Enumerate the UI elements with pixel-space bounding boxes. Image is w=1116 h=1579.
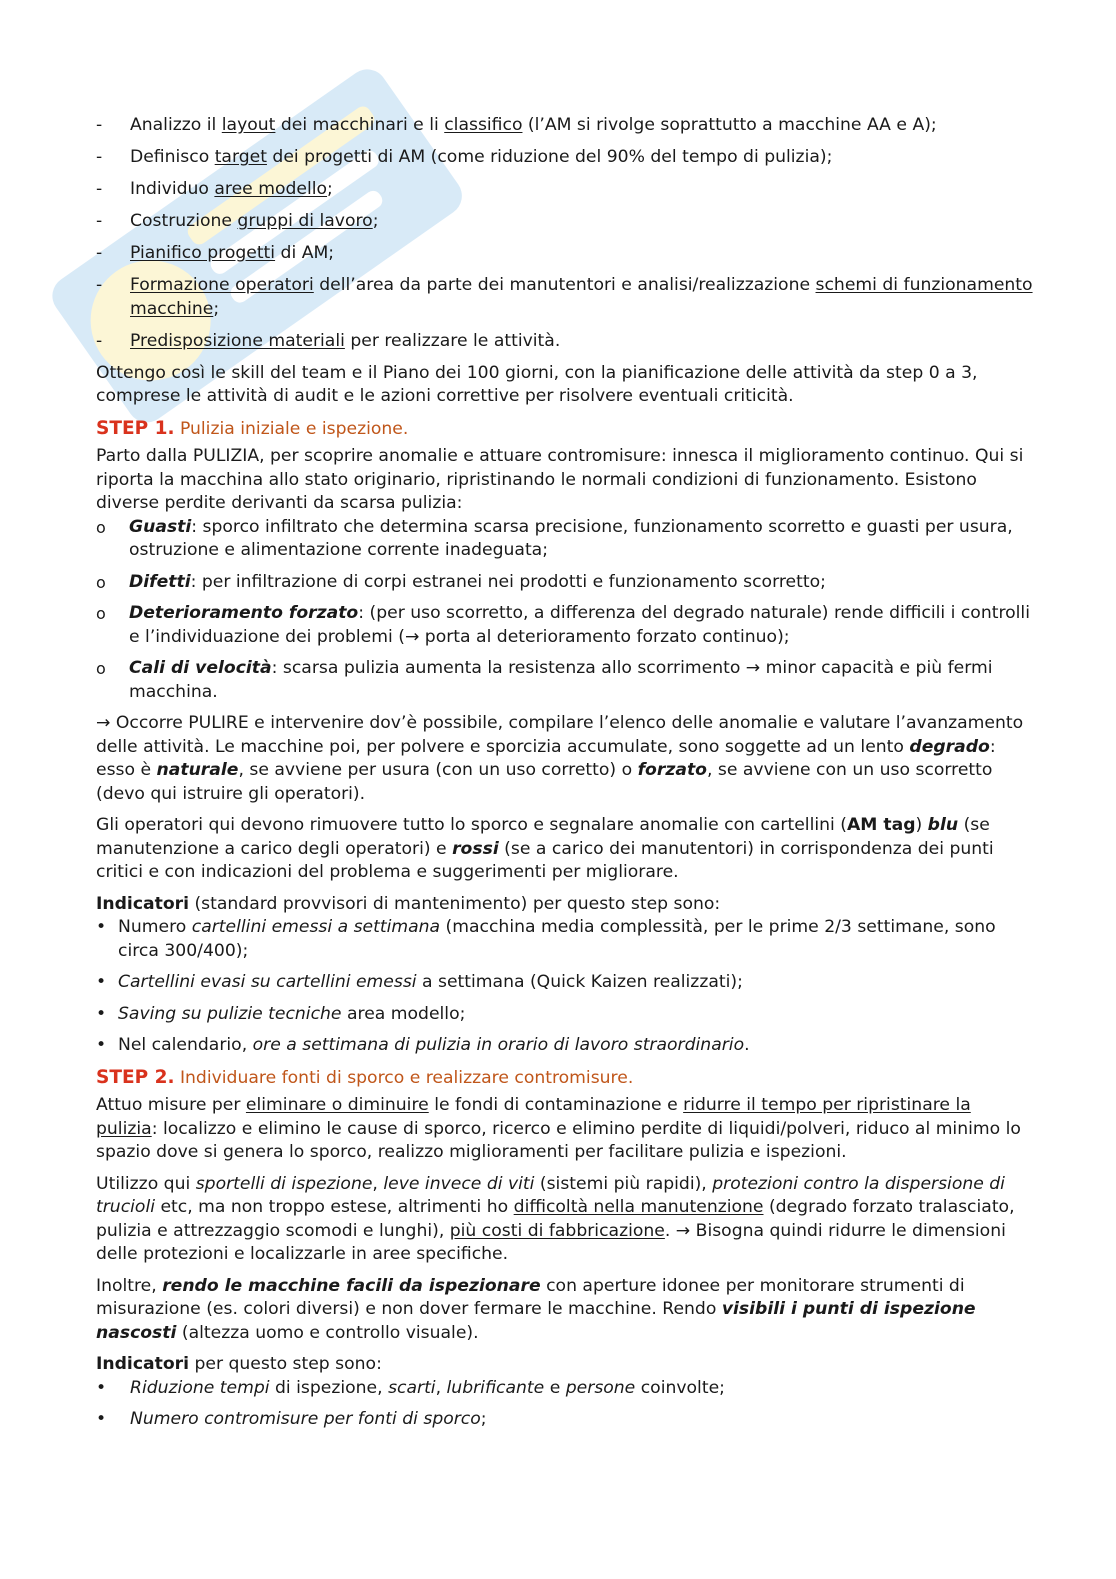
list-item: • Riduzione tempi di ispezione, scarti, lubrificante e persone coinvolte;	[96, 1377, 725, 1398]
step2-indicators-list	[96, 1377, 1036, 1432]
attuo-paragraph: Attuo misure per eliminare o diminuire le fondi di contaminazione e ridurre il tempo per ripristinare la pulizia: localizzo e elimino le cause di sporco, ricerco e elimino perdite di liquidi/polveri, riduco al minimo lo spazio dove si genera lo sporco, realizzo miglioramenti per facilitare pulizia e ispezioni.	[96, 1095, 1021, 1162]
step2-heading: STEP 2. Individuare fonti di sporco e realizzare contromisure.	[96, 1066, 634, 1088]
occorre-paragraph: → Occorre PULIRE e intervenire dov’è possibile, compilare l’elenco delle anomalie e valutare l’avanzamento delle attività. Le macchine poi, per polvere e sporcizia accumulate, sono soggette ad un lento degrado: esso è naturale, se avviene per usura (con un uso corretto) o forzato, se avviene con un uso scorretto (devo qui istruire gli operatori).	[96, 713, 1024, 804]
list-item: o Deterioramento forzato: (per uso scorretto, a differenza del degrado naturale) rende difficili i controlli e l’individuazione dei problemi (→ porta al deterioramento forzato continuo);	[96, 603, 1030, 647]
list-item: - Individuo aree modello;	[96, 178, 1036, 202]
document-page	[96, 114, 1036, 1440]
list-item: - Definisco target dei progetti di AM (come riduzione del 90% del tempo di pulizia);	[96, 146, 1036, 170]
list-item: • Numero cartellini emessi a settimana (macchina media complessità, per le prime 2/3 settimane, sono circa 300/400);	[96, 917, 996, 961]
list-item: - Predisposizione materiali per realizzare le attività.	[96, 330, 1036, 354]
list-item: - Formazione operatori dell’area da parte dei manutentori e analisi/realizzazione schemi di funzionamento macchine;	[96, 274, 1036, 321]
list-item: o Guasti: sporco infiltrato che determina scarsa precisione, funzionamento scorretto e guasti per usura, ostruzione e alimentazione corrente inadeguata;	[96, 516, 1013, 560]
step1-intro: Parto dalla PULIZIA, per scoprire anomalie e attuare contromisure: innesca il miglioramento continuo. Qui si riporta la macchina allo stato originario, ripristinando le normali condizioni di funzionamento. Esistono diverse perdite derivanti da scarsa pulizia:	[96, 446, 1024, 513]
list-item: - Pianifico progetti di AM;	[96, 242, 1036, 266]
list-item: - Costruzione gruppi di lavoro;	[96, 210, 1036, 234]
list-item: • Saving su pulizie tecniche area modello;	[96, 1003, 466, 1024]
step1-indicators-label: Indicatori (standard provvisori di mantenimento) per questo step sono:	[96, 893, 721, 914]
list-item: o Cali di velocità: scarsa pulizia aumenta la resistenza allo scorrimento → minor capacità e più fermi macchina.	[96, 658, 993, 702]
inoltre-paragraph: Inoltre, rendo le macchine facili da ispezionare con aperture idonee per monitorare strumenti di misurazione (es. colori diversi) e non dover fermare le macchine. Rendo visibili i punti di ispezione nascosti (altezza uomo e controllo visuale).	[96, 1275, 976, 1343]
setup-activities-list	[96, 114, 1036, 353]
step2-indicators-label: Indicatori per questo step sono:	[96, 1354, 382, 1374]
list-item: • Nel calendario, ore a settimana di pulizia in orario di lavoro straordinario.	[96, 1035, 750, 1055]
step1-indicators-list	[96, 916, 1036, 1058]
step1-heading: STEP 1. Pulizia iniziale e ispezione.	[96, 417, 409, 439]
operatori-paragraph: Gli operatori qui devono rimuovere tutto lo sporco e segnalare anomalie con cartellini (AM tag) blu (se manutenzione a carico degli operatori) e rossi (se a carico dei manutentori) in corrispondenza dei punti critici e con indicazioni del problema e suggerimenti per migliorare.	[96, 815, 994, 882]
losses-list	[96, 516, 1036, 705]
list-item: • Cartellini evasi su cartellini emessi a settimana (Quick Kaizen realizzati);	[96, 972, 743, 992]
skill-paragraph: Ottengo così le skill del team e il Piano dei 100 giorni, con la pianificazione delle attività da step 0 a 3, comprese le attività di audit e le azioni correttive per risolvere eventuali criticità.	[96, 362, 978, 406]
utilizzo-paragraph: Utilizzo qui sportelli di ispezione, leve invece di viti (sistemi più rapidi), protezioni contro la dispersione di trucioli etc, ma non troppo estese, altrimenti ho difficoltà nella manutenzione (degrado forzato tralasciato, pulizia e attrezzaggio scomodi e lunghi), più costi di fabbricazione. → Bisogna quindi ridurre le dimensioni delle protezioni e localizzarle in aree specifiche.	[96, 1173, 1015, 1264]
list-item: o Difetti: per infiltrazione di corpi estranei nei prodotti e funzionamento scorretto;	[96, 571, 826, 592]
list-item: • Numero contromisure per fonti di sporco;	[96, 1409, 487, 1429]
list-item: - Analizzo il layout dei macchinari e li classifico (l’AM si rivolge soprattutto a macchine AA e A);	[96, 114, 1036, 138]
